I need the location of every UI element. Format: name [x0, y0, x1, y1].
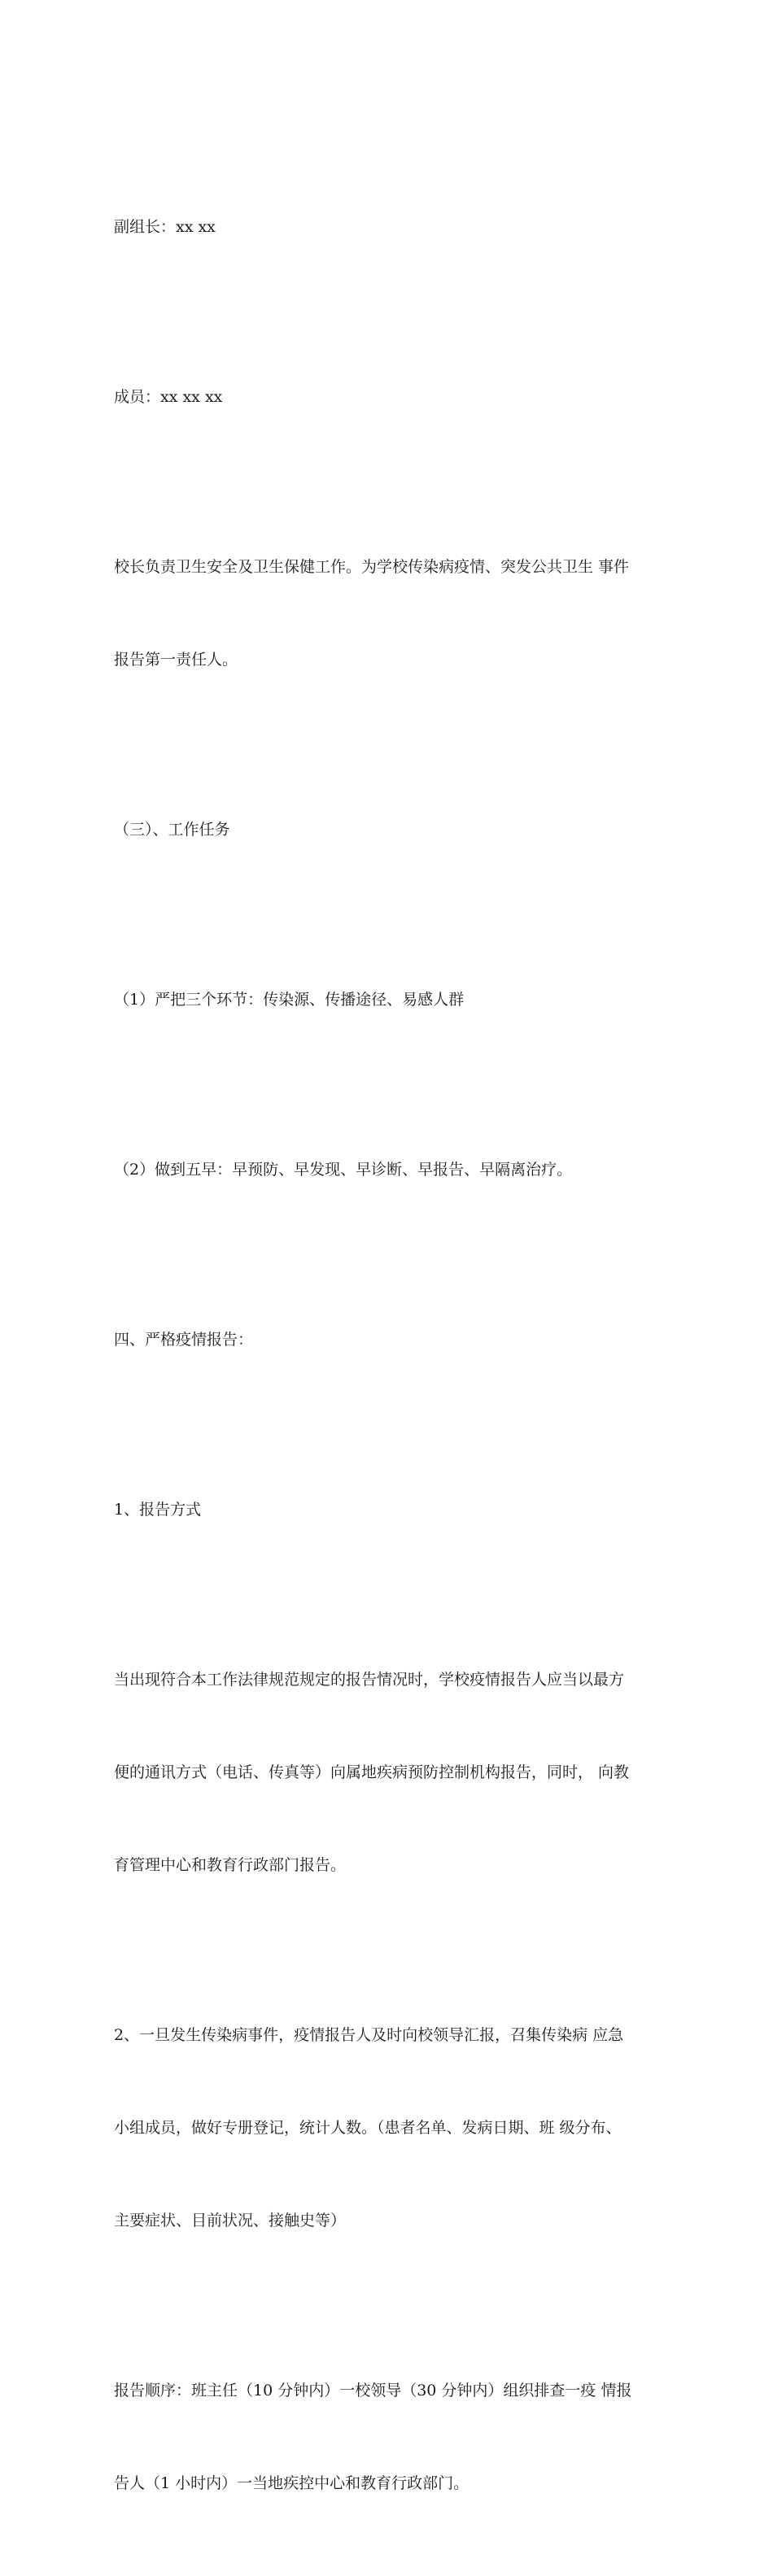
text-line: 报告第一责任人。 — [114, 651, 238, 669]
text-line: 告人（1 小时内）一当地疾控中心和教育行政部门。 — [114, 2474, 469, 2492]
text-line: （2）做到五早：早预防、早发现、早诊断、早报告、早隔离治疗。 — [114, 1161, 573, 1179]
list-item-three-links — [114, 922, 675, 1077]
text-line: 1、报告方式 — [114, 1501, 202, 1519]
paragraph-principal-responsibility — [114, 490, 675, 737]
text-line: 便的通讯方式（电话、传真等）向属地疾病预防控制机构报告，同时， 向教 — [114, 1763, 630, 1781]
paragraph-deputy-leader — [114, 150, 675, 304]
text-line: 小组成员，做好专册登记，统计人数。（患者名单、发病日期、班 级分布、 — [114, 2119, 622, 2137]
text-line: 报告顺序：班主任（10 分钟内）一校领导（30 分钟内）组织排查一疫 情报 — [114, 2382, 632, 2399]
text-line: 育管理中心和教育行政部门报告。 — [114, 1856, 347, 1874]
paragraph-report-order — [114, 2313, 675, 2561]
text-line: （三）、工作任务 — [114, 821, 230, 839]
text-line: 2、一旦发生传染病事件，疫情报告人及时向校领导汇报，召集传染病 应急 — [114, 2026, 624, 2044]
text-line: 四、严格疫情报告： — [114, 1331, 254, 1349]
heading-epidemic-reporting — [114, 1262, 675, 1417]
text-line: 副组长：xx xx — [114, 218, 216, 236]
heading-report-method — [114, 1432, 675, 1587]
text-line: 当出现符合本工作法律规范规定的报告情况时，学校疫情报告人应当以最方 — [114, 1671, 625, 1689]
list-item-five-earlies — [114, 1092, 675, 1247]
paragraph-incident-procedure — [114, 1958, 675, 2298]
heading-work-tasks — [114, 752, 675, 907]
text-line: 成员：xx xx xx — [114, 388, 223, 406]
document-page — [114, 150, 675, 2576]
text-line: （1）严把三个环节：传染源、传播途径、易感人群 — [114, 991, 465, 1009]
text-line: 校长负责卫生安全及卫生保健工作。为学校传染病疫情、突发公共卫生 事件 — [114, 558, 630, 576]
text-line: 主要症状、目前状况、接触史等） — [114, 2212, 347, 2229]
paragraph-members — [114, 320, 675, 474]
paragraph-report-method — [114, 1602, 675, 1942]
